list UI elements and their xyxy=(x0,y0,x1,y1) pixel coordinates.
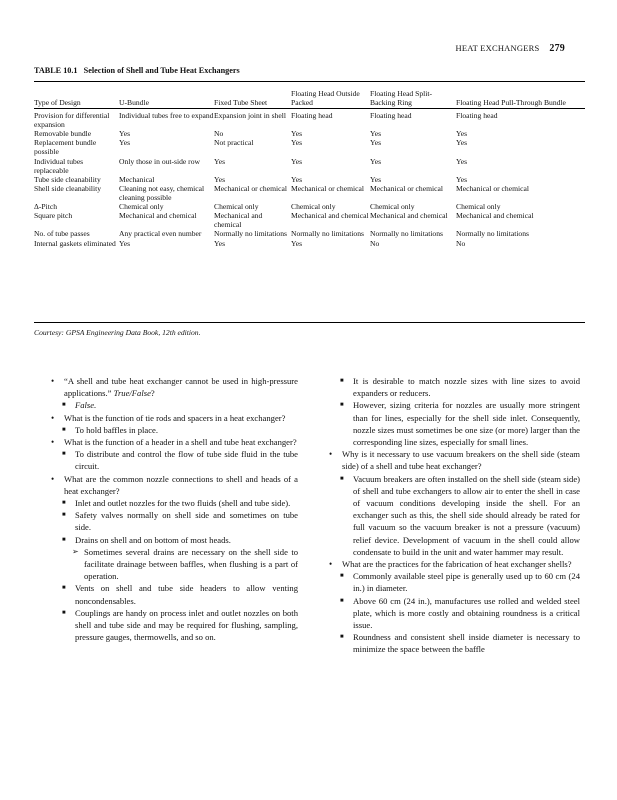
answer-item xyxy=(51,497,298,509)
square-bullet-icon: ■ xyxy=(340,402,344,409)
arrow-bullet-icon: ➢ xyxy=(72,546,79,556)
table-cell: Only those in out-side row xyxy=(119,156,200,166)
running-head xyxy=(456,43,565,54)
square-bullet-icon: ■ xyxy=(62,512,66,519)
table-source-note: Courtesy: GPSA Engineering Data Book, 12th edition. xyxy=(34,328,201,337)
square-bullet-icon: ■ xyxy=(62,585,66,592)
question-item xyxy=(329,558,580,570)
square-bullet-icon: ■ xyxy=(340,634,344,641)
table-cell: Mechanical or chemical xyxy=(214,183,287,193)
square-bullet-icon: ■ xyxy=(62,609,66,616)
table-cell: Mechanical and chemical xyxy=(214,211,263,230)
item-text: However, sizing criteria for nozzles are usually more stringent than for lines, especially for the shell side inlet. Consequently, nozzle sizes must sometimes be one size (or more) larger than the corresponding line sizes, especially for small lines. xyxy=(353,400,580,448)
table-cell: Yes xyxy=(214,174,226,184)
item-text: Drains on shell and on bottom of most heads. xyxy=(75,534,231,545)
table-header-row xyxy=(34,83,585,107)
table-row xyxy=(34,107,585,129)
item-text: Couplings are handy on process inlet and outlet nozzles on both shell and tube side and may be required for flushing, sampling, pressure gauges, thermowells, and so on. xyxy=(75,607,298,643)
table-cell: Mechanical and chemical xyxy=(370,211,448,221)
table-bottom-rule xyxy=(34,322,585,323)
row-label-cell: Individual tubes replaceable xyxy=(34,156,84,175)
item-text: What is the function of tie rods and spacers in a heat exchanger? xyxy=(64,412,286,423)
table-cell: Chemical only xyxy=(456,202,501,212)
sub-answer-item xyxy=(51,546,298,583)
right-text-column xyxy=(329,375,580,656)
item-text: Roundness and consistent shell inside diameter is necessary to minimize the space between the baffle xyxy=(353,632,580,655)
question-item xyxy=(51,375,298,399)
square-bullet-icon: ■ xyxy=(340,378,344,384)
table-label: TABLE 10.1 xyxy=(34,66,78,75)
item-text: Vents on shell and tube side headers to allow venting noncondensables. xyxy=(75,583,298,606)
answer-item xyxy=(329,473,580,558)
table-cell: Mechanical or chemical xyxy=(291,183,364,193)
square-bullet-icon: ■ xyxy=(62,426,66,433)
answer-item xyxy=(51,424,298,436)
answer-item xyxy=(51,607,298,644)
table-cell: Normally no limitations xyxy=(370,229,443,239)
row-label-cell: Tube side cleanability xyxy=(34,174,101,184)
answer-item xyxy=(51,448,298,472)
table-cell: Yes xyxy=(370,156,382,166)
table-cell: Mechanical xyxy=(119,174,155,184)
table-cell: Not practical xyxy=(214,138,254,148)
row-label-cell: Δ-Pitch xyxy=(34,202,58,212)
item-text: “A shell and tube heat exchanger cannot be used in high-pressure applications.” True/False? xyxy=(64,376,298,399)
item-text: Why is it necessary to use vacuum breakers on the shell side (steam side) of a shell and tube heat exchanger? xyxy=(342,449,580,472)
left-text-column xyxy=(51,375,298,643)
item-text: To distribute and control the flow of tube side fluid in the tube circuit. xyxy=(75,449,298,472)
table-row xyxy=(34,129,585,138)
table-cell: Mechanical and chemical xyxy=(291,211,369,221)
table-cell: Mechanical and chemical xyxy=(119,211,197,221)
table-title: Selection of Shell and Tube Heat Exchangers xyxy=(83,66,240,75)
column-header: Floating Head Split-Backing Ring xyxy=(370,88,433,107)
item-text: What are the practices for the fabrication of heat exchanger shells? xyxy=(342,559,572,570)
answer-item xyxy=(51,509,298,533)
table-cell: Yes xyxy=(291,156,303,166)
item-text: Commonly available steel pipe is generally used up to 60 cm (24 in.) in diameter. xyxy=(353,571,580,594)
table-row xyxy=(34,229,585,238)
answer-item xyxy=(329,375,580,399)
row-label-cell: Internal gaskets eliminated xyxy=(34,238,116,248)
table-cell: Yes xyxy=(370,138,382,148)
table-cell: Normally no limitations xyxy=(456,229,529,239)
answer-item xyxy=(51,399,298,411)
table-cell: Yes xyxy=(119,129,131,139)
square-bullet-icon: ■ xyxy=(340,597,344,604)
item-text: Vacuum breakers are often installed on the shell side (steam side) of shell and tube exchangers to allow air to enter the shell in case of vacuum conditions developing inside the shell. For an exchanger such as this, the shell side should already be rated for full vacuum so the vacuum breaker is not a pressure (vacuum) relief device. Development of vacuum in the shell could allow condensate to build in the unit and water hammer may result. xyxy=(353,473,580,557)
column-header: Floating Head Pull-Through Bundle xyxy=(456,97,566,107)
answer-item xyxy=(329,399,580,448)
row-label-cell: Provision for differential expansion xyxy=(34,111,110,130)
table-cell: Yes xyxy=(456,156,468,166)
row-label-cell: Replacement bundle possible xyxy=(34,138,97,157)
table-cell: Floating head xyxy=(456,111,498,120)
square-bullet-icon: ■ xyxy=(62,402,66,409)
round-bullet-icon: • xyxy=(51,376,55,386)
table-cell: Yes xyxy=(456,138,468,148)
item-text: To hold baffles in place. xyxy=(75,424,159,435)
answer-item xyxy=(51,582,298,606)
item-text: Above 60 cm (24 in.), manufactures use rolled and welded steel plate, which is more costly and obtaining roundness is a critical issue. xyxy=(353,595,580,631)
table-cell: Yes xyxy=(214,238,226,248)
table-cell: Yes xyxy=(119,138,131,148)
table-cell: Normally no limitations xyxy=(214,229,287,239)
table-cell: Yes xyxy=(291,129,303,139)
row-label-cell: Removable bundle xyxy=(34,129,92,139)
square-bullet-icon: ■ xyxy=(340,475,344,482)
round-bullet-icon: • xyxy=(329,449,333,460)
item-text: False. xyxy=(75,400,97,411)
item-text: What are the common nozzle connections to shell and heads of a heat exchanger? xyxy=(64,473,298,496)
table-cell: Chemical only xyxy=(119,202,164,212)
table-caption xyxy=(34,66,240,75)
item-text: It is desirable to match nozzle sizes with line sizes to avoid expanders or reducers. xyxy=(353,376,580,399)
table-cell: Floating head xyxy=(370,111,412,120)
table-cell: Chemical only xyxy=(214,202,259,212)
square-bullet-icon: ■ xyxy=(62,451,66,458)
item-text: What is the function of a header in a shell and tube heat exchanger? xyxy=(64,437,297,448)
table-row xyxy=(34,184,585,202)
table-body xyxy=(34,107,585,248)
table-cell: Yes xyxy=(456,129,468,139)
table-cell: Chemical only xyxy=(370,202,415,212)
round-bullet-icon: • xyxy=(51,412,55,423)
table-cell: No xyxy=(214,129,224,139)
table-row xyxy=(34,211,585,229)
question-item xyxy=(51,412,298,424)
question-item xyxy=(51,473,298,497)
heat-exchanger-selection-table xyxy=(34,83,585,248)
table-cell: Yes xyxy=(119,238,131,248)
table-cell: Any practical even number xyxy=(119,229,202,239)
page-number: 279 xyxy=(549,43,565,54)
table-top-rule xyxy=(34,81,585,82)
table-cell: Yes xyxy=(291,238,303,248)
table-row xyxy=(34,202,585,211)
square-bullet-icon: ■ xyxy=(62,536,66,543)
row-label-cell: No. of tube passes xyxy=(34,229,90,239)
table-cell: No xyxy=(456,238,466,248)
column-header: Type of Design xyxy=(34,97,81,107)
table-cell: Mechanical and chemical xyxy=(456,211,534,221)
answer-item xyxy=(329,570,580,594)
answer-item xyxy=(329,631,580,655)
item-text: Safety valves normally on shell side and sometimes on tube side. xyxy=(75,510,298,533)
answer-item xyxy=(329,595,580,632)
row-label-cell: Shell side cleanability xyxy=(34,183,102,193)
table-row xyxy=(34,138,585,156)
table-cell: Mechanical or chemical xyxy=(456,183,529,193)
table-cell: Yes xyxy=(456,174,468,184)
table-cell: No xyxy=(370,238,380,248)
round-bullet-icon: • xyxy=(51,437,55,448)
question-item xyxy=(51,436,298,448)
square-bullet-icon: ■ xyxy=(340,573,344,580)
column-header: Fixed Tube Sheet xyxy=(214,97,268,107)
table-row xyxy=(34,175,585,184)
column-header: U-Bundle xyxy=(119,97,149,107)
table-cell: Yes xyxy=(291,174,303,184)
item-text: Sometimes several drains are necessary on the shell side to facilitate drainage between baffles, when flushing is a part of operation. xyxy=(84,546,298,582)
row-label-cell: Square pitch xyxy=(34,211,73,221)
answer-item xyxy=(51,534,298,546)
table-cell: Cleaning not easy, chemical cleaning possible xyxy=(119,183,205,202)
round-bullet-icon: • xyxy=(329,559,333,570)
table-cell: Yes xyxy=(370,174,382,184)
table-cell: Yes xyxy=(291,138,303,148)
table-cell: Normally no limitations xyxy=(291,229,364,239)
round-bullet-icon: • xyxy=(51,473,55,484)
table-cell: Mechanical or chemical xyxy=(370,183,443,193)
table-cell: Floating head xyxy=(291,111,333,120)
question-item xyxy=(329,448,580,472)
item-text: Inlet and outlet nozzles for the two fluids (shell and tube side). xyxy=(75,498,291,509)
table-cell: Expansion joint in shell xyxy=(214,111,286,120)
table-row xyxy=(34,157,585,175)
table-row xyxy=(34,239,585,248)
table-cell: Individual tubes free to expand xyxy=(119,111,214,120)
column-header: Floating Head Outside Packed xyxy=(291,88,360,107)
table-cell: Yes xyxy=(370,129,382,139)
table-cell: Chemical only xyxy=(291,202,336,212)
running-title: HEAT EXCHANGERS xyxy=(455,43,540,53)
square-bullet-icon: ■ xyxy=(62,500,66,507)
table-cell: Yes xyxy=(214,156,226,166)
